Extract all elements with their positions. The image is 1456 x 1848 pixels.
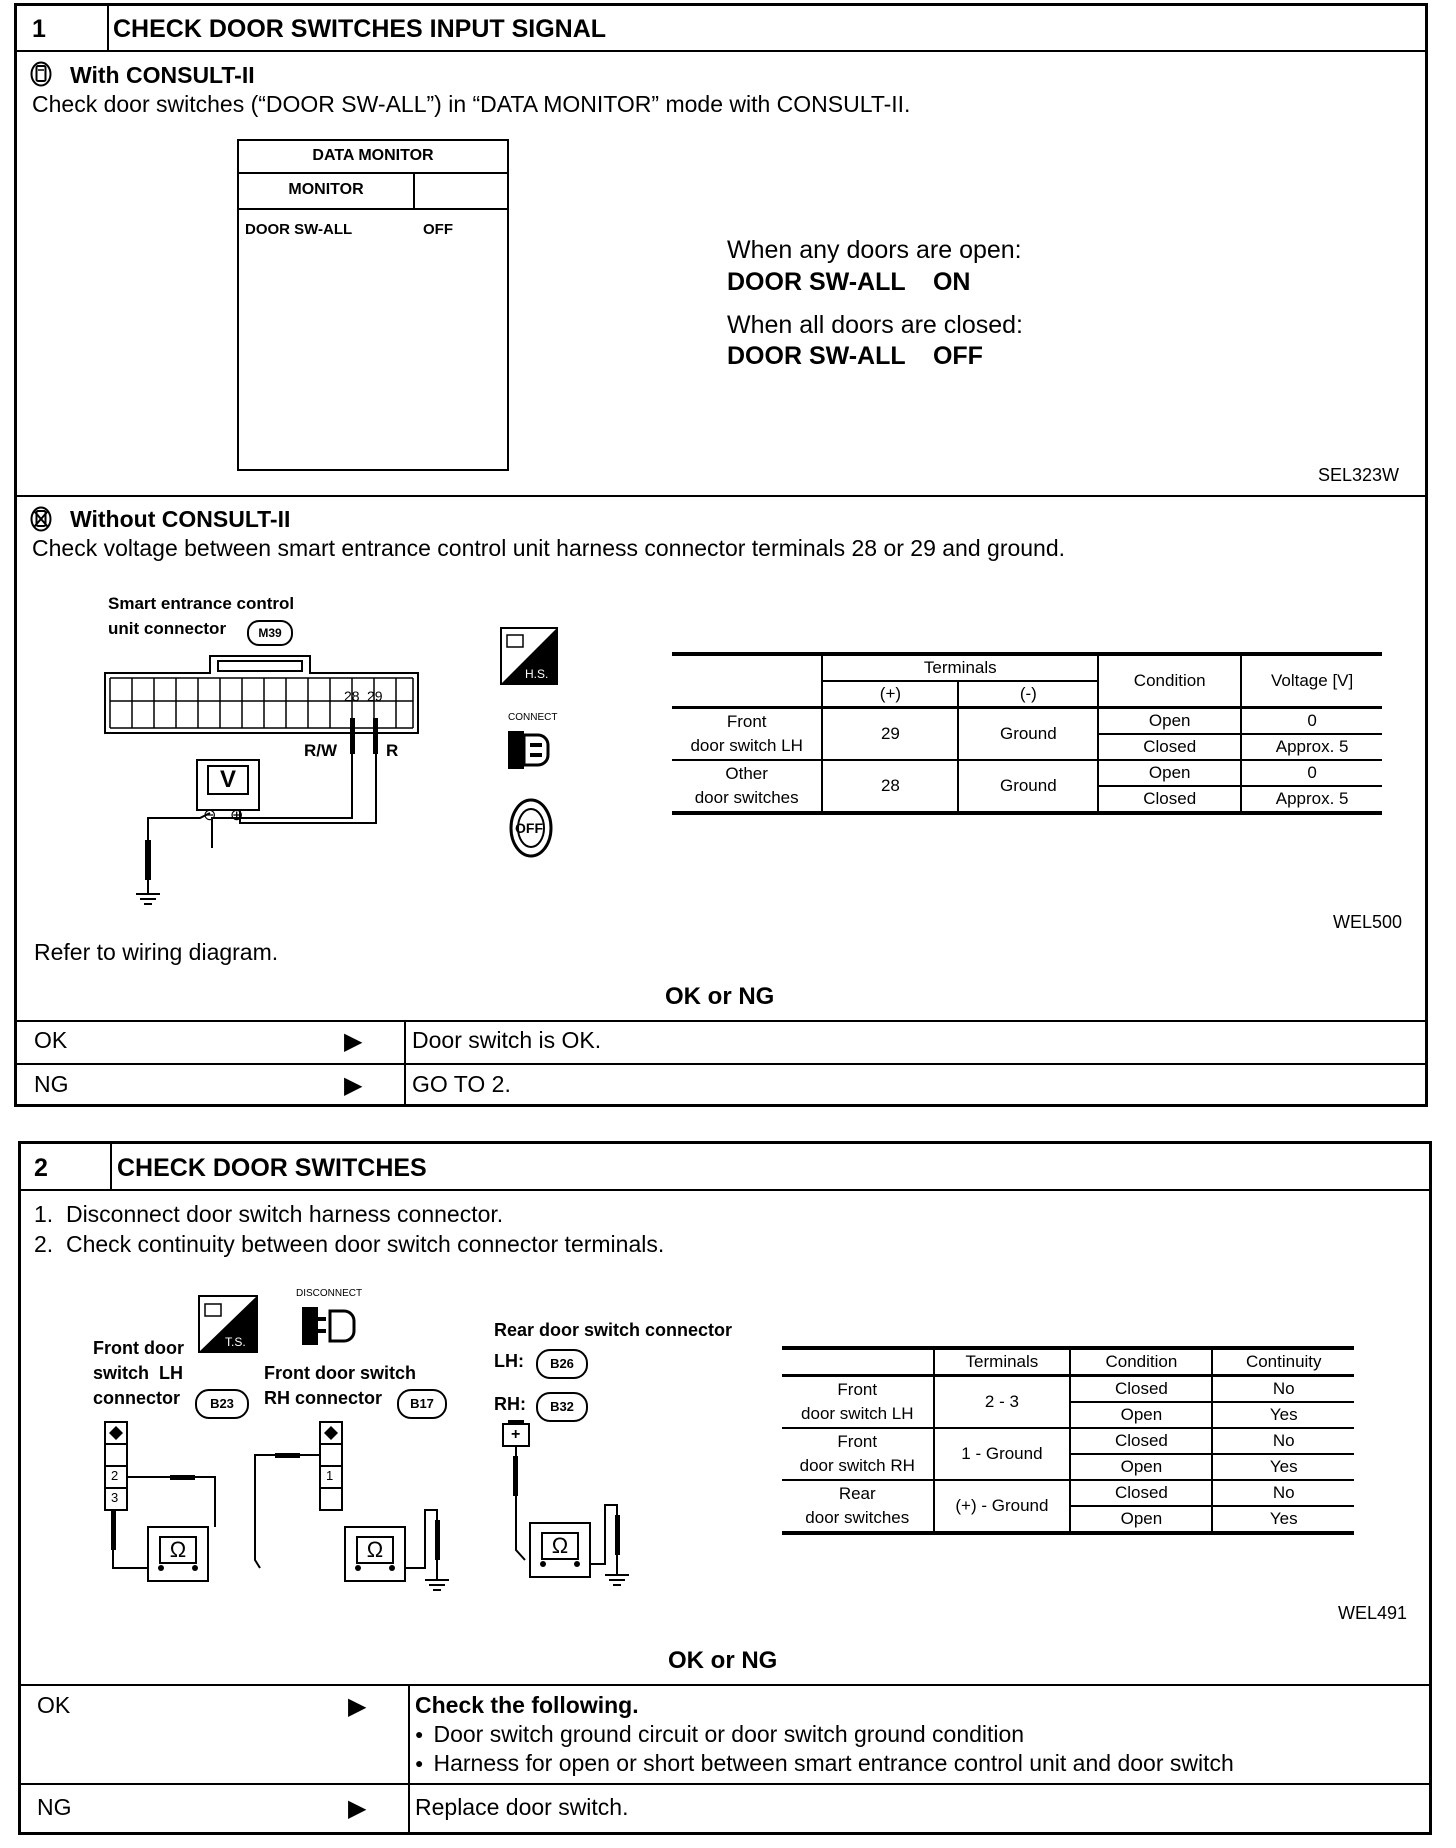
ts-icon-label: T.S. xyxy=(225,1335,246,1349)
step1-title: CHECK DOOR SWITCHES INPUT SIGNAL xyxy=(113,15,607,43)
without-consult-heading: Without CONSULT-II xyxy=(70,506,291,532)
monitor-column-label: MONITOR xyxy=(288,181,364,198)
th-terminals: Terminals xyxy=(822,654,1098,681)
step2-ok-or-ng: OK or NG xyxy=(668,1647,778,1674)
front-rh-label-1: Front door switch xyxy=(264,1363,416,1383)
pin-plus-label: + xyxy=(511,1426,521,1443)
with-consult-instruction: Check door switches (“DOOR SW-ALL”) in “DATA MONITOR” mode with CONSULT-II. xyxy=(32,91,911,117)
with-consult-heading: With CONSULT-II xyxy=(70,62,255,88)
rear-rh-label: RH: xyxy=(494,1394,526,1414)
disconnect-icon-label: DISCONNECT xyxy=(296,1288,363,1299)
refer-wiring-text: Refer to wiring diagram. xyxy=(34,939,279,965)
monitor-item: DOOR SW-ALL xyxy=(245,221,353,238)
ohmmeter-symbol-1: Ω xyxy=(169,1537,187,1562)
ohmmeter-symbol-2: Ω xyxy=(366,1537,384,1562)
hs-icon-label: H.S. xyxy=(525,667,549,681)
consult-icon xyxy=(30,61,52,87)
no-consult-icon xyxy=(30,506,52,532)
figure-code-sel323w: SEL323W xyxy=(1318,465,1400,485)
disconnect-icon xyxy=(296,1303,368,1349)
connector-label-2: unit connector xyxy=(108,619,227,638)
rear-lh-label: LH: xyxy=(494,1351,524,1371)
data-monitor-title: DATA MONITOR xyxy=(312,147,434,164)
closed-condition-value: DOOR SW-ALL OFF xyxy=(727,342,983,370)
front-rh-label-2: RH connector xyxy=(264,1388,383,1408)
th-terminals-2: Terminals xyxy=(934,1348,1071,1376)
step1-ok-result: Door switch is OK. xyxy=(412,1027,602,1053)
connector-label-1: Smart entrance control xyxy=(108,594,295,613)
wire-r-label: R xyxy=(386,741,399,760)
connector-code-badge: M39 xyxy=(247,620,293,646)
pin-1-label: 1 xyxy=(326,1468,334,1483)
open-condition-label: When any doors are open: xyxy=(727,236,1022,264)
rear-connector-label: Rear door switch connector xyxy=(494,1320,733,1340)
ohmmeter-symbol-3: Ω xyxy=(551,1533,569,1558)
rear-rh-code-badge: B32 xyxy=(536,1392,588,1422)
th-continuity: Continuity xyxy=(1212,1348,1354,1376)
without-consult-instruction: Check voltage between smart entrance control unit harness connector terminals 28 or 29 and ground. xyxy=(32,535,1066,561)
voltmeter-plus: ⊕ xyxy=(230,807,244,824)
th-voltage: Voltage [V] xyxy=(1241,654,1382,708)
front-lh-label-2: switch LH xyxy=(93,1363,184,1383)
th-condition-2: Condition xyxy=(1070,1348,1212,1376)
step1-ok-or-ng: OK or NG xyxy=(665,983,775,1010)
step2-ok-item-2: ● Harness for open or short between smart entrance control unit and door switch xyxy=(415,1750,1234,1777)
pin-28-label: 28 xyxy=(344,688,360,704)
th-minus: (-) xyxy=(958,681,1098,708)
step2-ok-label: OK xyxy=(37,1692,71,1718)
front-lh-code-badge: B23 xyxy=(195,1389,249,1419)
step2-number: 2 xyxy=(34,1154,48,1182)
step1-ok-label: OK xyxy=(34,1027,68,1053)
step2-title: CHECK DOOR SWITCHES xyxy=(117,1154,427,1182)
th-condition: Condition xyxy=(1098,654,1241,708)
table-row: Front door switch RH xyxy=(799,1432,915,1475)
figure-code-wel500: WEL500 xyxy=(1333,912,1403,932)
rear-lh-code-badge: B26 xyxy=(536,1349,588,1379)
connect-icon xyxy=(502,727,562,773)
step2-ok-arrow: ▶ xyxy=(348,1693,367,1720)
th-plus: (+) xyxy=(822,681,958,708)
step2-ng-arrow: ▶ xyxy=(348,1795,367,1822)
step1-ng-arrow: ▶ xyxy=(344,1072,363,1099)
voltmeter-minus: ⊖ xyxy=(203,807,217,824)
wire-rw-label: R/W xyxy=(304,741,338,760)
continuity-table: Terminals Condition Continuity Front door switch LH 2 - 3 Closed No Open Yes Front door switch RH 1 - Ground Closed No Open Yes Rear door switches (+) - Ground Closed No Open Yes xyxy=(782,1346,1354,1535)
step2-ng-label: NG xyxy=(37,1794,72,1820)
table-row: Front door switch LH xyxy=(801,1380,914,1423)
table-row: Rear door switches xyxy=(805,1484,910,1527)
step2-instruction-1: 1. Disconnect door switch harness connector. xyxy=(34,1201,504,1227)
step2-instruction-2: 2. Check continuity between door switch connector terminals. xyxy=(34,1231,665,1257)
pin-3-label: 3 xyxy=(111,1490,119,1505)
door-switch-continuity-diagram xyxy=(95,1420,695,1610)
monitor-value: OFF xyxy=(423,221,453,238)
step2-ok-heading: Check the following. xyxy=(415,1692,639,1718)
front-rh-code-badge: B17 xyxy=(397,1389,447,1419)
front-lh-label-1: Front door xyxy=(93,1338,184,1358)
voltmeter-symbol: V xyxy=(219,766,236,793)
table-row: Front door switch LH xyxy=(690,712,803,755)
closed-condition-label: When all doors are closed: xyxy=(727,311,1023,339)
front-lh-label-3: connector xyxy=(93,1388,181,1408)
step1-ok-arrow: ▶ xyxy=(344,1028,363,1055)
step2-ok-item-1: ● Door switch ground circuit or door switch ground condition xyxy=(415,1721,1024,1748)
pin-2-label: 2 xyxy=(111,1468,119,1483)
ignition-off-label: OFF xyxy=(515,820,543,836)
step2-ng-result: Replace door switch. xyxy=(415,1794,629,1820)
open-condition-value: DOOR SW-ALL ON xyxy=(727,268,971,296)
m39-connector-diagram xyxy=(100,648,440,918)
pin-29-label: 29 xyxy=(367,688,383,704)
voltage-table: Terminals Condition Voltage [V] (+) (-) Front door switch LH 29 Ground Open 0 Closed Approx. 5 Other door switches 28 Ground Open 0 Closed Approx. 5 xyxy=(672,652,1382,815)
figure-code-wel491: WEL491 xyxy=(1338,1603,1408,1623)
step1-ng-result: GO TO 2. xyxy=(412,1071,511,1097)
table-row: Other door switches xyxy=(694,764,799,807)
step1-ng-label: NG xyxy=(34,1071,69,1097)
connect-icon-label: CONNECT xyxy=(508,712,558,723)
step1-number: 1 xyxy=(32,15,46,43)
